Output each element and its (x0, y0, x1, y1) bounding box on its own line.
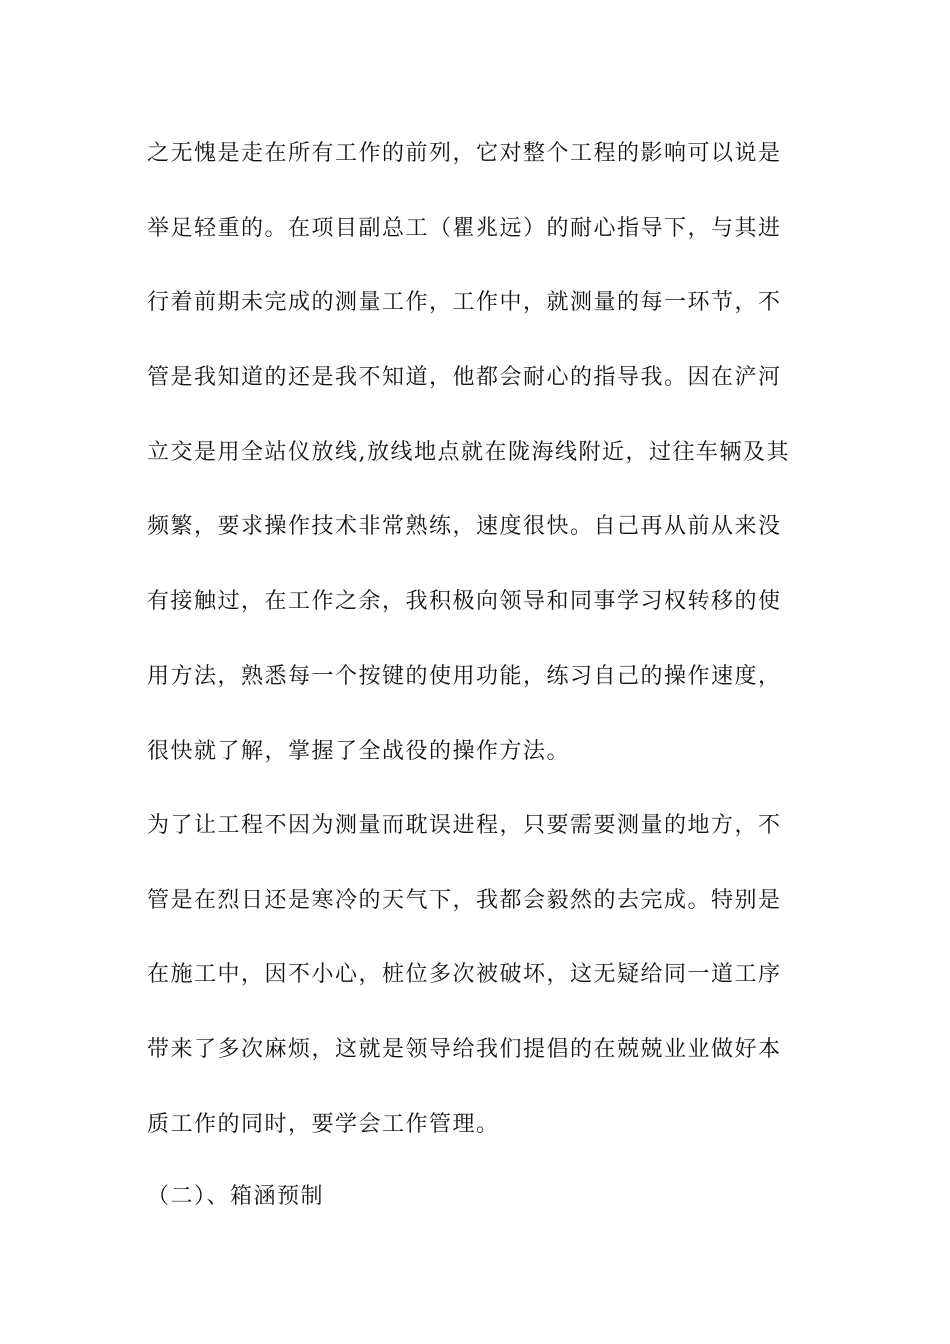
paragraph-line: 有接触过，在工作之余，我积极向领导和同事学习权转移的使 (147, 589, 782, 615)
paragraph-line: 为了让工程不因为测量而耽误进程，只要需要测量的地方，不 (147, 813, 782, 838)
paragraph-line: 在施工中，因不小心，桩位多次被破坏，这无疑给同一道工序 (147, 962, 782, 988)
paragraph-line: 管是在烈日还是寒冷的天气下，我都会毅然的去完成。特别是 (147, 887, 782, 913)
paragraph-line: 频繁，要求操作技术非常熟练，速度很快。自己再从前从来没 (147, 514, 782, 540)
paragraph-line: 立交是用全站仪放线,放线地点就在陇海线附近，过往车辆及其 (147, 439, 790, 465)
paragraph-line: 举足轻重的。在项目副总工（瞿兆远）的耐心指导下，与其进 (147, 215, 782, 241)
paragraph-line: 用方法，熟悉每一个按键的使用功能，练习自己的操作速度， (147, 663, 782, 689)
paragraph-line: 很快就了解，掌握了全战役的操作方法。 (147, 738, 571, 764)
section-heading: （二）、箱涵预制 (147, 1184, 325, 1209)
paragraph-line: 质工作的同时，要学会工作管理。 (147, 1111, 500, 1137)
paragraph-line: 带来了多次麻烦，这就是领导给我们提倡的在兢兢业业做好本 (147, 1037, 782, 1063)
paragraph-1 (147, 117, 807, 789)
paragraph-line: 管是我知道的还是我不知道，他都会耐心的指导我。因在浐河 (147, 365, 782, 391)
paragraph-line: 行着前期未完成的测量工作，工作中，就测量的每一环节，不 (147, 290, 782, 316)
paragraph-line: 之无愧是走在所有工作的前列，它对整个工程的影响可以说是 (147, 141, 782, 166)
paragraph-2 (147, 789, 807, 1162)
